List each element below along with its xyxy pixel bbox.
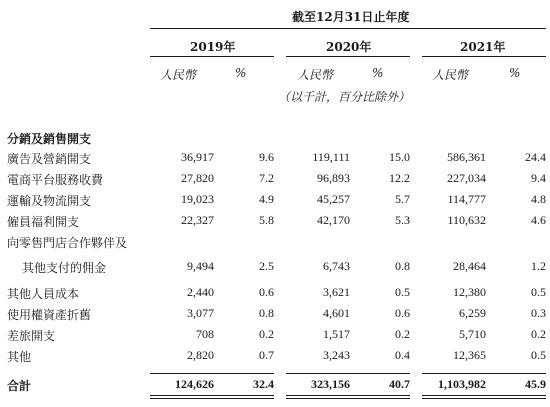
value-2021: 5,710 <box>459 327 486 341</box>
total-top-rule-2021 <box>422 373 546 374</box>
total-double-rule-1-2020 <box>286 395 410 396</box>
pct-2019: 7.2 <box>259 171 274 185</box>
value-2019: 3,077 <box>187 306 214 320</box>
value-2021: 12,380 <box>453 285 486 299</box>
value-2020: 1,517 <box>323 327 350 341</box>
value-2020: 119,111 <box>312 150 350 164</box>
value-2020: 6,743 <box>323 259 350 273</box>
value-2021: 586,361 <box>447 150 486 164</box>
total-double-rule-2-2021 <box>422 398 546 399</box>
pct-2021: 24.4 <box>525 150 546 164</box>
total-top-rule-2020 <box>286 373 410 374</box>
total-top-rule-2019 <box>150 373 274 374</box>
pct-2019: 4.9 <box>259 192 274 206</box>
total-value-2020: 323,156 <box>311 377 350 391</box>
row-label: 運輸及物流開支 <box>7 194 92 208</box>
value-2019: 9,494 <box>187 259 214 273</box>
total-label: 合計 <box>7 379 32 393</box>
value-2020: 42,170 <box>317 213 350 227</box>
total-pct-2020: 40.7 <box>389 377 410 391</box>
row-label: 電商平台服務收費 <box>7 173 104 187</box>
pct-2019: 9.6 <box>259 150 274 164</box>
row-label-continuation: 其他支付的佣金 <box>22 261 107 275</box>
year-2020: 2020年 <box>326 40 372 54</box>
pct-2021: 1.2 <box>531 259 546 273</box>
total-pct-2021: 45.9 <box>525 377 546 391</box>
value-2019: 2,820 <box>187 348 214 362</box>
year-rule-2019 <box>150 56 274 57</box>
value-2020: 3,621 <box>323 285 350 299</box>
pct-2020: 12.2 <box>389 171 410 185</box>
section-title: 分銷及銷售開支 <box>7 132 92 146</box>
year-rule-2021 <box>422 56 546 57</box>
pct-2019: 0.7 <box>259 348 274 362</box>
percent-2019: % <box>235 66 247 80</box>
pct-2020: 0.5 <box>395 285 410 299</box>
total-double-rule-2-2019 <box>150 398 274 399</box>
pct-2019: 2.5 <box>259 259 274 273</box>
value-2020: 3,243 <box>323 348 350 362</box>
header-rule <box>150 28 546 29</box>
pct-2019: 5.8 <box>259 213 274 227</box>
value-2019: 19,023 <box>181 192 214 206</box>
value-2021: 6,259 <box>459 306 486 320</box>
value-2021: 227,034 <box>447 171 486 185</box>
year-2019: 2019年 <box>190 40 236 54</box>
total-double-rule-2-2020 <box>286 398 410 399</box>
row-label: 廣告及營銷開支 <box>7 152 92 166</box>
year-rule-2020 <box>286 56 410 57</box>
period-title: 截至12月31日止年度 <box>292 10 410 24</box>
value-2021: 114,777 <box>447 192 486 206</box>
row-label: 差旅開支 <box>7 329 56 343</box>
percent-2020: % <box>372 66 384 80</box>
total-double-rule-1-2019 <box>150 395 274 396</box>
currency-2019: 人民幣 <box>160 68 197 82</box>
total-value-2021: 1,103,982 <box>438 377 486 391</box>
row-label: 其他人員成本 <box>7 287 80 301</box>
value-2020: 45,257 <box>317 192 350 206</box>
value-2019: 2,440 <box>187 285 214 299</box>
value-2021: 110,632 <box>447 213 486 227</box>
currency-2020: 人民幣 <box>297 68 334 82</box>
pct-2021: 0.2 <box>531 327 546 341</box>
pct-2021: 0.5 <box>531 348 546 362</box>
value-2019: 22,327 <box>181 213 214 227</box>
pct-2021: 0.3 <box>531 306 546 320</box>
value-2020: 96,893 <box>317 171 350 185</box>
value-2021: 12,365 <box>453 348 486 362</box>
pct-2020: 5.7 <box>395 192 410 206</box>
pct-2021: 0.5 <box>531 285 546 299</box>
row-label: 向零售門店合作夥伴及 <box>7 236 128 250</box>
row-label: 其他 <box>7 350 32 364</box>
pct-2021: 9.4 <box>531 171 546 185</box>
pct-2021: 4.6 <box>531 213 546 227</box>
pct-2021: 4.8 <box>531 192 546 206</box>
pct-2020: 0.2 <box>395 327 410 341</box>
value-2021: 28,464 <box>453 259 486 273</box>
row-label: 使用權資產折舊 <box>7 308 92 322</box>
pct-2020: 5.3 <box>395 213 410 227</box>
value-2019: 708 <box>196 327 214 341</box>
unit-note: （以千計，百分比除外） <box>278 90 411 104</box>
pct-2019: 0.2 <box>259 327 274 341</box>
pct-2020: 15.0 <box>389 150 410 164</box>
currency-2021: 人民幣 <box>432 68 469 82</box>
pct-2020: 0.8 <box>395 259 410 273</box>
pct-2020: 0.6 <box>395 306 410 320</box>
value-2020: 4,601 <box>323 306 350 320</box>
pct-2019: 0.8 <box>259 306 274 320</box>
year-2021: 2021年 <box>460 40 506 54</box>
value-2019: 36,917 <box>181 150 214 164</box>
total-double-rule-1-2021 <box>422 395 546 396</box>
value-2019: 27,820 <box>181 171 214 185</box>
row-label: 僱員福利開支 <box>7 215 80 229</box>
total-pct-2019: 32.4 <box>253 377 274 391</box>
pct-2020: 0.4 <box>395 348 410 362</box>
pct-2019: 0.6 <box>259 285 274 299</box>
total-value-2019: 124,626 <box>175 377 214 391</box>
percent-2021: % <box>509 66 521 80</box>
